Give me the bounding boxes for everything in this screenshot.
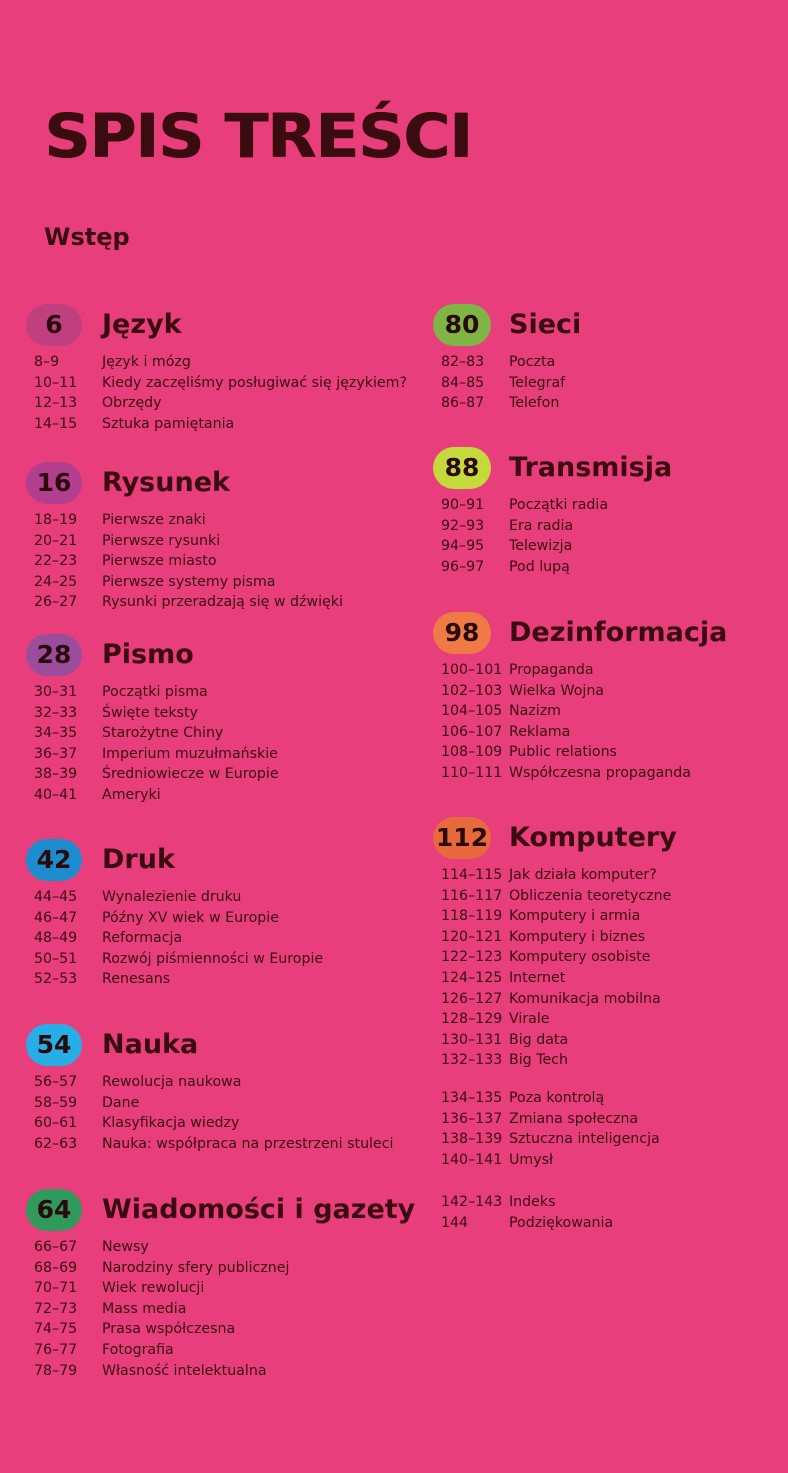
toc-section (26, 1189, 416, 1381)
section-title: Nauka (102, 1029, 199, 1060)
entry-label: Początki radia (509, 497, 609, 513)
entry-label: Zmiana społeczna (509, 1110, 639, 1127)
toc-entry[interactable] (26, 352, 396, 373)
entry-pages: 26–27 (34, 594, 78, 611)
entry-label: Renesans (102, 971, 171, 988)
entry-pages: 134–135 (441, 1090, 503, 1106)
entry-label: Współczesna propaganda (509, 764, 691, 781)
toc-entry[interactable] (26, 785, 396, 806)
section-header[interactable] (26, 1024, 396, 1066)
entry-label: Telegraf (509, 374, 566, 391)
section-number-badge: 16 (26, 462, 82, 504)
toc-entry[interactable] (433, 701, 788, 722)
entry-label: Jak działa komputer? (509, 867, 657, 883)
entry-pages: 100–101 (441, 662, 503, 678)
entry-label: Komputery i biznes (509, 928, 646, 945)
entry-label: Newsy (102, 1239, 149, 1255)
entry-pages: 110–111 (441, 764, 503, 781)
entry-label: Era radia (509, 517, 574, 534)
toc-entry[interactable] (433, 906, 788, 927)
entry-pages: 104–105 (441, 703, 503, 720)
toc-entry[interactable] (433, 1088, 788, 1109)
entry-label: Pierwsze systemy pisma (102, 573, 276, 590)
entry-pages: 62–63 (34, 1135, 78, 1152)
entry-pages: 50–51 (34, 950, 78, 967)
toc-entry[interactable] (26, 531, 396, 552)
entry-pages: 30–31 (34, 684, 78, 700)
entry-pages: 78–79 (34, 1362, 78, 1379)
toc-entry[interactable] (433, 927, 788, 948)
entry-pages: 70–71 (34, 1280, 78, 1297)
entry-pages: 90–91 (441, 497, 485, 513)
section-title: Język (102, 309, 182, 340)
entry-label: Internet (509, 969, 566, 986)
toc-entry[interactable] (433, 660, 788, 681)
section-title: Dezinformacja (509, 617, 728, 648)
entry-label: Język i mózg (102, 354, 191, 370)
entry-label: Ameryki (102, 786, 161, 803)
toc-entry[interactable] (433, 1030, 788, 1051)
toc-entry[interactable] (26, 1340, 396, 1361)
entry-pages: 60–61 (34, 1115, 78, 1132)
toc-entry[interactable] (26, 744, 396, 765)
section-header[interactable] (26, 634, 396, 676)
toc-section (433, 447, 788, 577)
section-number-badge: 80 (433, 304, 491, 346)
toc-entry[interactable] (433, 947, 788, 968)
toc-entry[interactable] (26, 1278, 396, 1299)
entry-label: Nazizm (509, 703, 561, 720)
toc-entry[interactable] (26, 1113, 396, 1134)
entry-pages: 46–47 (34, 909, 78, 926)
entry-label: Reklama (509, 723, 571, 740)
entry-label: Sztuka pamiętania (102, 415, 235, 432)
entry-label: Średniowiecze w Europie (102, 766, 279, 783)
entry-pages: 142–143 (441, 1194, 503, 1210)
section-title: Druk (102, 844, 175, 875)
entry-pages: 76–77 (34, 1341, 78, 1358)
toc-entry[interactable] (26, 1361, 396, 1382)
entry-pages: 84–85 (441, 374, 485, 391)
toc-entry[interactable] (26, 682, 396, 703)
entry-label: Fotografia (102, 1341, 174, 1358)
toc-entry[interactable] (433, 886, 788, 907)
entry-label: Wielka Wojna (509, 682, 605, 699)
toc-section (26, 1024, 396, 1154)
entry-pages: 12–13 (34, 395, 78, 412)
entry-pages: 68–69 (34, 1259, 78, 1276)
entry-label: Mass media (102, 1300, 187, 1317)
entry-pages: 86–87 (441, 395, 485, 412)
entry-pages: 36–37 (34, 745, 78, 762)
toc-entry[interactable] (433, 352, 788, 373)
entry-pages: 102–103 (441, 682, 503, 699)
entry-label: Telefon (509, 395, 560, 412)
entry-pages: 34–35 (34, 725, 78, 742)
entry-label: Big data (509, 1031, 569, 1048)
entry-label: Imperium muzułmańskie (102, 745, 278, 762)
toc-entry[interactable] (433, 373, 788, 394)
entry-label: Umysł (509, 1151, 554, 1168)
entry-label: Sztuczna inteligencja (509, 1131, 660, 1148)
toc-entry[interactable] (433, 989, 788, 1010)
toc-group (433, 1088, 788, 1170)
toc-entry[interactable] (26, 572, 396, 593)
entry-label: Reformacja (102, 930, 183, 947)
section-entries (26, 510, 396, 613)
toc-entry[interactable] (26, 764, 396, 785)
toc-entry[interactable] (26, 723, 396, 744)
section-header[interactable] (433, 612, 788, 654)
intro-heading[interactable]: Wstęp (44, 223, 130, 251)
entry-label: Święte teksty (102, 704, 198, 721)
toc-entry[interactable] (433, 968, 788, 989)
entry-label: Własność intelektualna (102, 1362, 267, 1379)
toc-section (26, 839, 396, 990)
entry-label: Dane (102, 1094, 140, 1111)
entry-label: Propaganda (509, 662, 594, 678)
toc-entry[interactable] (26, 1319, 396, 1340)
entry-pages: 136–137 (441, 1110, 503, 1127)
toc-entry[interactable] (26, 393, 396, 414)
toc-entry[interactable] (26, 969, 396, 990)
section-entries (433, 352, 788, 414)
toc-entry[interactable] (433, 1129, 788, 1150)
toc-section (26, 462, 396, 613)
toc-entry[interactable] (26, 1258, 396, 1279)
entry-pages: 40–41 (34, 786, 78, 803)
entry-pages: 18–19 (34, 512, 78, 528)
entry-label: Komputery osobiste (509, 949, 651, 966)
toc-entry[interactable] (26, 551, 396, 572)
toc-entry[interactable] (26, 1237, 396, 1258)
entry-pages: 132–133 (441, 1052, 503, 1069)
entry-pages: 72–73 (34, 1300, 78, 1317)
section-title: Pismo (102, 639, 194, 670)
group-entries (433, 1088, 788, 1170)
toc-entry[interactable] (26, 373, 407, 394)
section-header[interactable] (26, 839, 396, 881)
page-title: SPIS TREŚCI (44, 101, 472, 173)
entry-pages: 118–119 (441, 908, 503, 925)
section-number-badge: 88 (433, 447, 491, 489)
section-entries (26, 682, 396, 806)
entry-label: Późny XV wiek w Europie (102, 909, 279, 926)
entry-pages: 114–115 (441, 867, 503, 883)
toc-entry[interactable] (433, 865, 788, 886)
entry-label: Wynalezienie druku (102, 889, 242, 905)
entry-label: Rysunki przeradzają się w dźwięki (102, 594, 343, 611)
toc-entry[interactable] (433, 1150, 788, 1171)
entry-pages: 96–97 (441, 558, 485, 575)
entry-pages: 144 (441, 1214, 469, 1231)
section-header[interactable] (26, 1189, 416, 1231)
section-number-badge: 98 (433, 612, 491, 654)
entry-label: Obrzędy (102, 395, 162, 412)
toc-entry[interactable] (433, 1192, 788, 1213)
toc-section (433, 612, 788, 784)
section-number-badge: 64 (26, 1189, 82, 1231)
entry-label: Podziękowania (509, 1214, 614, 1231)
entry-label: Komputery i armia (509, 908, 641, 925)
toc-entry[interactable] (433, 516, 788, 537)
toc-section (26, 304, 407, 434)
section-number-badge: 6 (26, 304, 82, 346)
entry-pages: 106–107 (441, 723, 503, 740)
entry-label: Prasa współczesna (102, 1321, 236, 1338)
toc-entry[interactable] (433, 393, 788, 414)
entry-pages: 10–11 (34, 374, 78, 391)
toc-entry[interactable] (26, 414, 396, 435)
entry-pages: 48–49 (34, 930, 78, 947)
entry-pages: 24–25 (34, 573, 78, 590)
section-entries (26, 352, 407, 434)
entry-label: Rozwój piśmienności w Europie (102, 950, 324, 967)
toc-entry[interactable] (433, 1009, 788, 1030)
entry-pages: 32–33 (34, 704, 78, 721)
entry-pages: 116–117 (441, 887, 503, 904)
section-header[interactable] (433, 817, 788, 859)
section-header[interactable] (433, 304, 788, 346)
toc-entry[interactable] (26, 510, 396, 531)
section-entries (433, 865, 788, 1071)
toc-entry[interactable] (433, 536, 788, 557)
entry-pages: 44–45 (34, 889, 78, 905)
section-title: Komputery (509, 822, 677, 853)
entry-pages: 74–75 (34, 1321, 78, 1338)
entry-pages: 128–129 (441, 1011, 503, 1028)
entry-pages: 140–141 (441, 1151, 503, 1168)
toc-entry[interactable] (26, 1072, 396, 1093)
entry-pages: 108–109 (441, 744, 503, 761)
toc-entry[interactable] (26, 592, 396, 613)
section-number-badge: 54 (26, 1024, 82, 1066)
entry-pages: 38–39 (34, 766, 78, 783)
toc-entry[interactable] (433, 1213, 788, 1234)
toc-entry[interactable] (26, 887, 396, 908)
toc-entry[interactable] (26, 908, 396, 929)
entry-label: Public relations (509, 744, 617, 761)
entry-pages: 22–23 (34, 553, 78, 570)
section-entries (433, 495, 788, 577)
section-entries (433, 660, 788, 784)
toc-entry[interactable] (26, 1134, 396, 1155)
entry-label: Starożytne Chiny (102, 725, 224, 742)
entry-pages: 122–123 (441, 949, 503, 966)
entry-label: Nauka: współpraca na przestrzeni stuleci (102, 1135, 394, 1152)
entry-pages: 126–127 (441, 990, 503, 1007)
entry-label: Indeks (509, 1194, 556, 1210)
entry-label: Komunikacja mobilna (509, 990, 661, 1007)
entry-label: Poczta (509, 354, 556, 370)
entry-label: Telewizja (509, 538, 573, 555)
entry-label: Klasyfikacja wiedzy (102, 1115, 240, 1132)
entry-pages: 130–131 (441, 1031, 503, 1048)
toc-section (433, 304, 788, 414)
toc-entry[interactable] (433, 763, 788, 784)
entry-pages: 138–139 (441, 1131, 503, 1148)
entry-pages: 82–83 (441, 354, 485, 370)
section-entries (26, 887, 396, 990)
entry-pages: 20–21 (34, 532, 78, 549)
toc-entry[interactable] (433, 722, 788, 743)
toc-entry[interactable] (26, 949, 396, 970)
entry-label: Kiedy zaczęliśmy posługiwać się językiem? (102, 374, 407, 391)
section-number-badge: 112 (433, 817, 491, 859)
entry-pages: 52–53 (34, 971, 78, 988)
toc-entry[interactable] (433, 1109, 788, 1130)
toc-section (26, 634, 396, 806)
entry-pages: 94–95 (441, 538, 485, 555)
entry-label: Obliczenia teoretyczne (509, 887, 672, 904)
section-entries (26, 1237, 396, 1381)
group-entries (433, 1192, 788, 1233)
section-number-badge: 42 (26, 839, 82, 881)
toc-entry[interactable] (433, 557, 788, 578)
entry-label: Narodziny sfery publicznej (102, 1259, 290, 1276)
toc-entry[interactable] (433, 681, 788, 702)
toc-entry[interactable] (26, 1299, 396, 1320)
section-title: Rysunek (102, 467, 230, 498)
entry-label: Pod lupą (509, 558, 570, 575)
entry-pages: 120–121 (441, 928, 503, 945)
entry-label: Początki pisma (102, 684, 208, 700)
entry-pages: 14–15 (34, 415, 78, 432)
toc-entry[interactable] (433, 495, 788, 516)
toc-entry[interactable] (26, 703, 396, 724)
toc-group (433, 1192, 788, 1233)
section-title: Wiadomości i gazety (102, 1194, 416, 1225)
section-title: Transmisja (509, 452, 673, 483)
entry-pages: 124–125 (441, 969, 503, 986)
entry-label: Virale (509, 1011, 550, 1028)
toc-section (433, 817, 788, 1071)
entry-pages: 56–57 (34, 1074, 78, 1090)
entry-label: Big Tech (509, 1052, 568, 1069)
entry-label: Rewolucja naukowa (102, 1074, 242, 1090)
section-header[interactable] (26, 304, 396, 346)
entry-pages: 58–59 (34, 1094, 78, 1111)
entry-label: Wiek rewolucji (102, 1280, 205, 1297)
entry-pages: 92–93 (441, 517, 485, 534)
entry-pages: 8–9 (34, 354, 60, 370)
entry-label: Poza kontrolą (509, 1090, 605, 1106)
entry-pages: 66–67 (34, 1239, 78, 1255)
section-entries (26, 1072, 396, 1154)
entry-label: Pierwsze rysunki (102, 532, 221, 549)
toc-entry[interactable] (26, 1093, 396, 1114)
section-header[interactable] (433, 447, 788, 489)
toc-entry[interactable] (433, 742, 788, 763)
section-header[interactable] (26, 462, 396, 504)
entry-label: Pierwsze znaki (102, 512, 206, 528)
section-title: Sieci (509, 309, 582, 340)
section-number-badge: 28 (26, 634, 82, 676)
toc-entry[interactable] (433, 1050, 788, 1071)
toc-entry[interactable] (26, 928, 396, 949)
entry-label: Pierwsze miasto (102, 553, 217, 570)
